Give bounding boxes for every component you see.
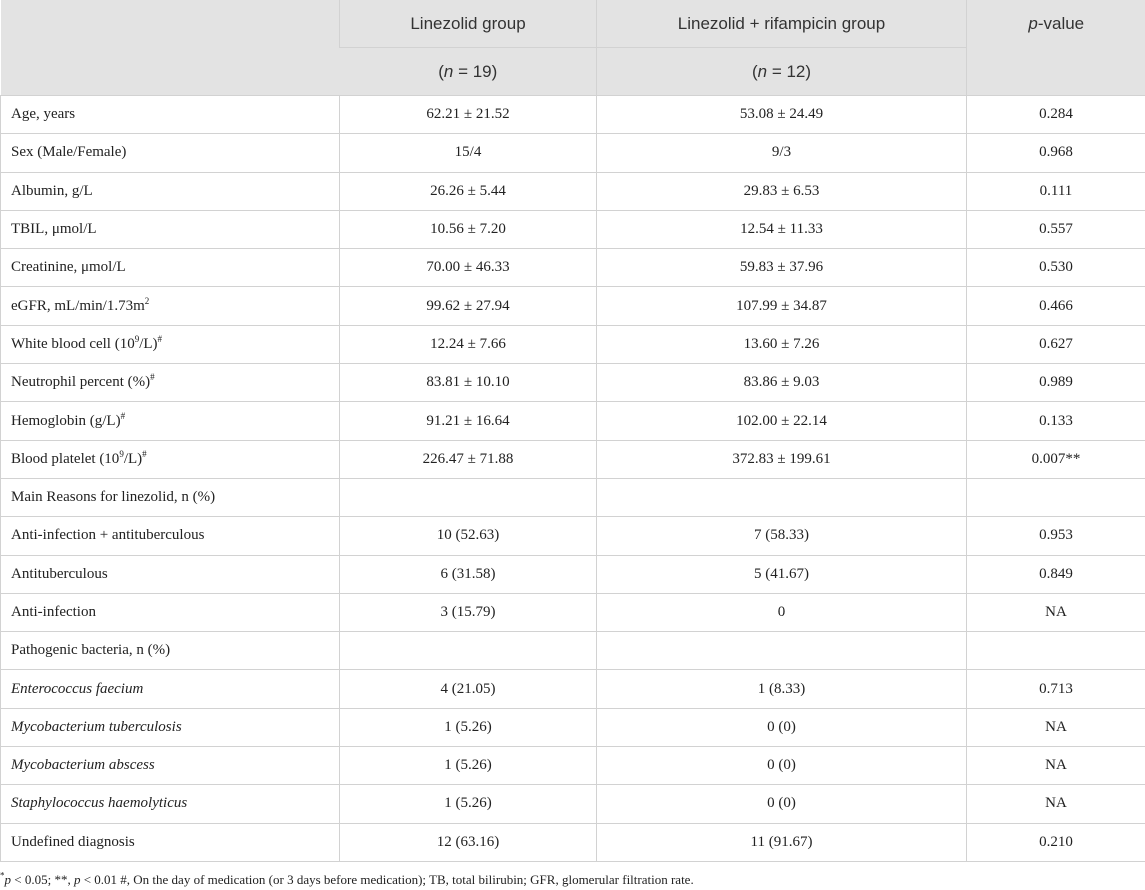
row-label: Mycobacterium tuberculosis: [1, 708, 340, 746]
linezolid-value: 226.47 ± 71.88: [340, 440, 597, 478]
row-label: TBIL, μmol/L: [1, 210, 340, 248]
p-value: 0.466: [967, 287, 1145, 325]
header-combo-group: Linezolid + rifampicin group: [597, 0, 967, 48]
p-value: 0.953: [967, 517, 1145, 555]
combo-value: 12.54 ± 11.33: [597, 210, 967, 248]
linezolid-value: 26.26 ± 5.44: [340, 172, 597, 210]
linezolid-value: [340, 632, 597, 670]
table-row: [1, 249, 1145, 287]
row-label: Creatinine, μmol/L: [1, 249, 340, 287]
p-value: 0.849: [967, 555, 1145, 593]
row-label: Hemoglobin (g/L)#: [1, 402, 340, 440]
combo-value: 83.86 ± 9.03: [597, 364, 967, 402]
combo-value: 13.60 ± 7.26: [597, 325, 967, 363]
table-row: [1, 632, 1145, 670]
combo-value: 1 (8.33): [597, 670, 967, 708]
header-empty-cell: [1, 0, 340, 96]
table-body: [1, 96, 1145, 862]
linezolid-value: 12 (63.16): [340, 823, 597, 861]
table-row: [1, 325, 1145, 363]
linezolid-value: 62.21 ± 21.52: [340, 96, 597, 134]
p-value: 0.210: [967, 823, 1145, 861]
linezolid-value: 10.56 ± 7.20: [340, 210, 597, 248]
header-p-value: p-value: [967, 0, 1145, 96]
table-row: [1, 402, 1145, 440]
linezolid-value: 83.81 ± 10.10: [340, 364, 597, 402]
row-label: White blood cell $(10^9/L)^{\#}$: [1, 325, 340, 363]
table-row: [1, 287, 1145, 325]
combo-value: 7 (58.33): [597, 517, 967, 555]
row-label: Staphylococcus haemolyticus: [1, 785, 340, 823]
row-label: eGFR, $mL/\min/1.73m^2$: [1, 287, 340, 325]
table-row: [1, 593, 1145, 631]
p-value: 0.007**: [967, 440, 1145, 478]
linezolid-value: 1 (5.26): [340, 747, 597, 785]
table-footnote: *p < 0.05; **, p < 0.01 #, On the day of medication (or 3 days before medication); TB, total bilirubin; GFR, glomerular filtration rate.: [0, 870, 694, 887]
combo-value: [597, 478, 967, 516]
table-row: [1, 134, 1145, 172]
table-row: [1, 96, 1145, 134]
p-value: 0.713: [967, 670, 1145, 708]
combo-value: 372.83 ± 199.61: [597, 440, 967, 478]
p-value: 0.627: [967, 325, 1145, 363]
linezolid-value: 3 (15.79): [340, 593, 597, 631]
linezolid-value: 1 (5.26): [340, 708, 597, 746]
p-value: NA: [967, 593, 1145, 631]
p-value: 0.284: [967, 96, 1145, 134]
row-label: Antituberculous: [1, 555, 340, 593]
linezolid-value: 1 (5.26): [340, 785, 597, 823]
table-row: [1, 478, 1145, 516]
table-row: [1, 670, 1145, 708]
linezolid-value: 91.21 ± 16.64: [340, 402, 597, 440]
row-label: Pathogenic bacteria, n (%): [1, 632, 340, 670]
header-combo-n: (n = 12): [597, 48, 967, 96]
linezolid-value: 12.24 ± 7.66: [340, 325, 597, 363]
p-value: NA: [967, 785, 1145, 823]
table-row: [1, 555, 1145, 593]
row-label: Age, years: [1, 96, 340, 134]
combo-value: 0: [597, 593, 967, 631]
p-value: [967, 478, 1145, 516]
p-value: 0.557: [967, 210, 1145, 248]
linezolid-value: 70.00 ± 46.33: [340, 249, 597, 287]
p-value: 0.111: [967, 172, 1145, 210]
p-value: NA: [967, 747, 1145, 785]
table-header: [1, 0, 1145, 96]
linezolid-value: 6 (31.58): [340, 555, 597, 593]
row-label: Neutrophil percent (%)#: [1, 364, 340, 402]
p-value: NA: [967, 708, 1145, 746]
combo-value: 29.83 ± 6.53: [597, 172, 967, 210]
combo-value: 5 (41.67): [597, 555, 967, 593]
combo-value: 0 (0): [597, 785, 967, 823]
table-row: [1, 210, 1145, 248]
table-row: [1, 517, 1145, 555]
table-row: [1, 172, 1145, 210]
linezolid-value: 10 (52.63): [340, 517, 597, 555]
table-row: [1, 823, 1145, 861]
row-label: Undefined diagnosis: [1, 823, 340, 861]
combo-value: [597, 632, 967, 670]
combo-value: 59.83 ± 37.96: [597, 249, 967, 287]
p-value: 0.530: [967, 249, 1145, 287]
combo-value: 0 (0): [597, 747, 967, 785]
p-value: 0.133: [967, 402, 1145, 440]
header-linezolid-group: Linezolid group: [340, 0, 597, 48]
row-label: Main Reasons for linezolid, n (%): [1, 478, 340, 516]
row-label: Blood platelet $(10^9/L)^{\#}$: [1, 440, 340, 478]
row-label: Anti-infection: [1, 593, 340, 631]
p-value: [967, 632, 1145, 670]
row-label: Enterococcus faecium: [1, 670, 340, 708]
row-label: Mycobacterium abscess: [1, 747, 340, 785]
p-value: 0.989: [967, 364, 1145, 402]
linezolid-value: [340, 478, 597, 516]
combo-value: 0 (0): [597, 708, 967, 746]
header-linezolid-n: (n = 19): [340, 48, 597, 96]
table-row: [1, 785, 1145, 823]
row-label: Albumin, g/L: [1, 172, 340, 210]
linezolid-value: 4 (21.05): [340, 670, 597, 708]
combo-value: 9/3: [597, 134, 967, 172]
p-value: 0.968: [967, 134, 1145, 172]
combo-value: 102.00 ± 22.14: [597, 402, 967, 440]
table-row: [1, 364, 1145, 402]
table-row: [1, 747, 1145, 785]
combo-value: 11 (91.67): [597, 823, 967, 861]
table-row: [1, 708, 1145, 746]
row-label: Anti-infection + antituberculous: [1, 517, 340, 555]
row-label: Sex (Male/Female): [1, 134, 340, 172]
linezolid-value: 15/4: [340, 134, 597, 172]
combo-value: 53.08 ± 24.49: [597, 96, 967, 134]
combo-value: 107.99 ± 34.87: [597, 287, 967, 325]
table-row: [1, 440, 1145, 478]
linezolid-value: 99.62 ± 27.94: [340, 287, 597, 325]
